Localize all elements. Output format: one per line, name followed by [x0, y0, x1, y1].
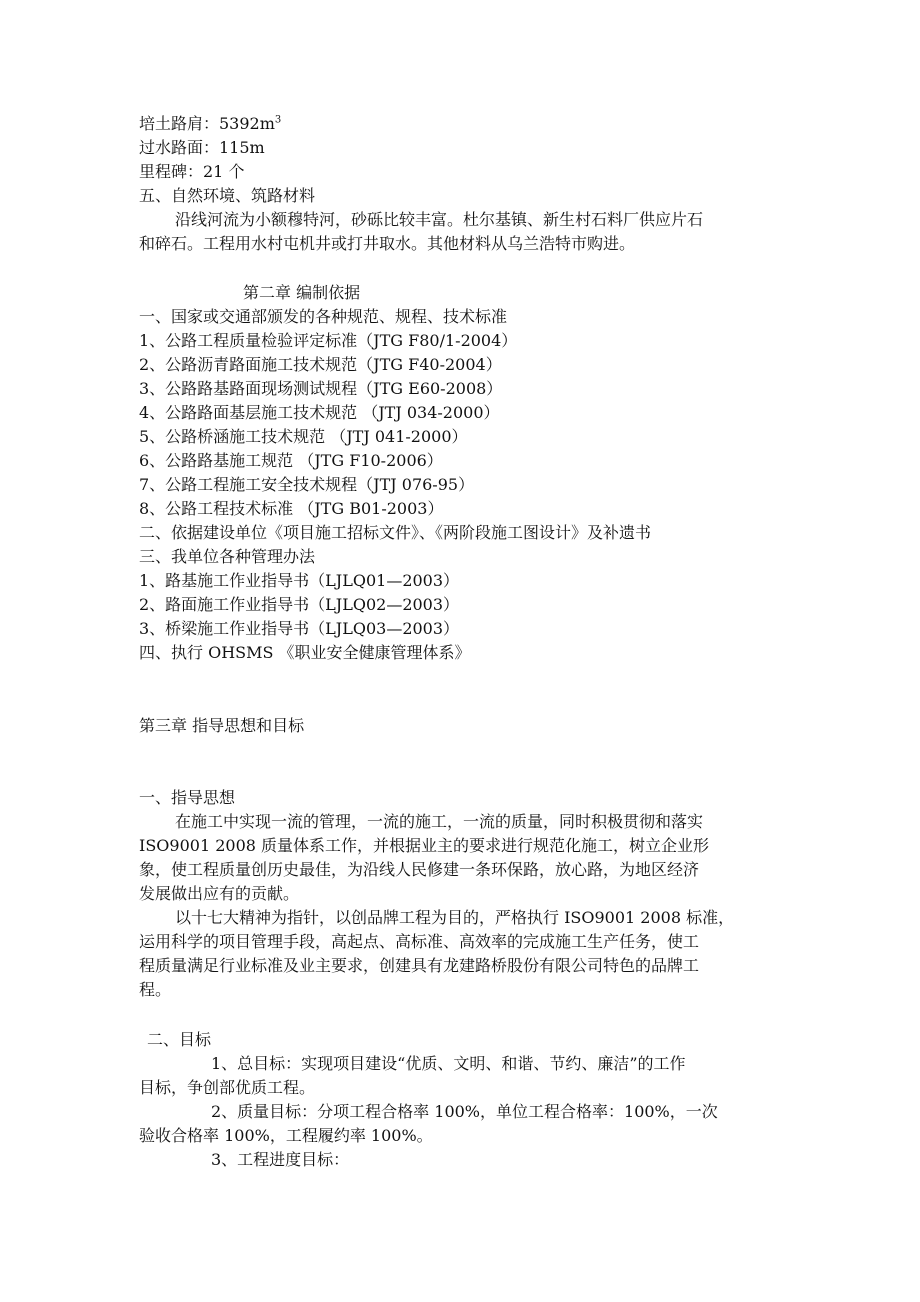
paragraph-line: 沿线河流为小额穆特河，砂砾比较丰富。杜尔基镇、新生村石料厂供应片石 — [175, 210, 704, 229]
list-item: 4、公路路面基层施工技术规范 （JTJ 034-2000） — [139, 403, 500, 422]
paragraph-line: 以十七大精神为指针，以创品牌工程为目的，严格执行 ISO9001 2008 标准， — [175, 908, 735, 927]
paragraph-line: ISO9001 2008 质量体系工作，并根据业主的要求进行规范化施工，树立企业形 — [139, 836, 710, 855]
paragraph-line: 在施工中实现一流的管理，一流的施工，一流的质量，同时积极贯彻和落实 — [175, 812, 704, 831]
list-item: 2、路面施工作业指导书（LJLQ02—2003） — [139, 595, 460, 614]
section-heading: 一、指导思想 — [139, 788, 236, 807]
paragraph-line: 3、工程进度目标： — [211, 1150, 350, 1169]
list-item: 6、公路路基施工规范 （JTG F10-2006） — [139, 451, 443, 470]
paragraph-line: 象，使工程质量创历史最佳，为沿线人民修建一条环保路，放心路，为地区经济 — [139, 860, 700, 879]
section-heading: 三、我单位各种管理办法 — [139, 547, 316, 566]
chapter-title: 第二章 编制依据 — [243, 283, 361, 302]
list-item: 3、公路路基路面现场测试规程（JTG E60-2008） — [139, 379, 503, 398]
list-item: 5、公路桥涵施工技术规范 （JTJ 041-2000） — [139, 427, 468, 446]
section-heading: 五、自然环境、筑路材料 — [139, 186, 316, 205]
paragraph-line: 目标，争创部优质工程。 — [139, 1078, 316, 1097]
paragraph-line: 程。 — [139, 980, 172, 999]
list-item: 8、公路工程技术标准 （JTG B01-2003） — [139, 499, 444, 518]
paragraph-line: 和碎石。工程用水村屯机井或打井取水。其他材料从乌兰浩特市购进。 — [139, 234, 636, 253]
paragraph-line: 验收合格率 100%，工程履约率 100%。 — [139, 1126, 433, 1145]
text-line: 过水路面：115m — [139, 138, 265, 157]
section-heading: 二、依据建设单位《项目施工招标文件》、《两阶段施工图设计》及补遗书 — [139, 523, 652, 542]
paragraph-line: 2、质量目标：分项工程合格率 100%，单位工程合格率：100%，一次 — [211, 1102, 718, 1121]
paragraph-line: 1、总目标：实现项目建设“优质、文明、和谐、节约、廉洁”的工作 — [211, 1054, 686, 1073]
section-heading: 一、国家或交通部颁发的各种规范、规程、技术标准 — [139, 307, 508, 326]
section-heading: 四、执行 OHSMS 《职业安全健康管理体系》 — [139, 643, 471, 662]
superscript: 3 — [274, 114, 282, 126]
list-item: 1、公路工程质量检验评定标准（JTG F80/1-2004） — [139, 331, 518, 350]
paragraph-line: 发展做出应有的贡献。 — [139, 884, 300, 903]
text-line — [139, 112, 281, 136]
paragraph-line: 程质量满足行业标准及业主要求，创建具有龙建路桥股份有限公司特色的品牌工 — [139, 956, 700, 975]
chapter-title: 第三章 指导思想和目标 — [139, 716, 305, 735]
list-item: 1、路基施工作业指导书（LJLQ01—2003） — [139, 571, 460, 590]
section-heading: 二、目标 — [147, 1030, 212, 1049]
paragraph-line: 运用科学的项目管理手段，高起点、高标准、高效率的完成施工生产任务，使工 — [139, 932, 700, 951]
text-span: 培土路肩：5392m — [139, 114, 275, 133]
text-line: 里程碑：21 个 — [139, 162, 245, 181]
list-item: 3、桥梁施工作业指导书（LJLQ03—2003） — [139, 619, 460, 638]
list-item: 2、公路沥青路面施工技术规范（JTG F40-2004） — [139, 355, 502, 374]
list-item: 7、公路工程施工安全技术规程（JTJ 076-95） — [139, 475, 475, 494]
